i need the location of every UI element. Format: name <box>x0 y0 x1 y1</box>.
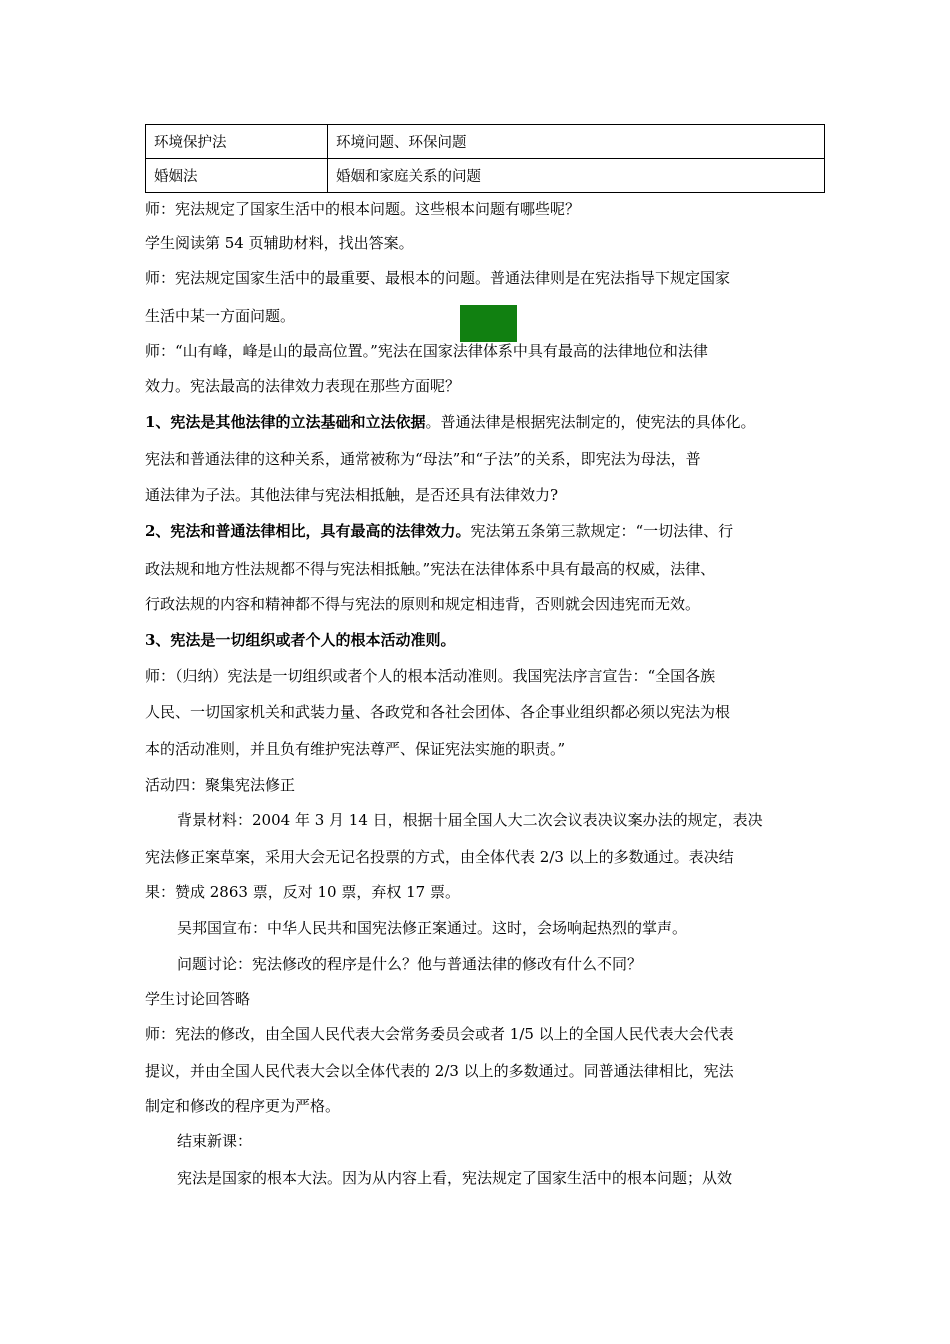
text-line <box>177 1168 732 1188</box>
text-line <box>145 559 715 579</box>
text-line <box>145 702 730 722</box>
law-scope-cell: 婚姻和家庭关系的问题 <box>328 159 825 193</box>
text-run: 学生讨论回答略 <box>145 990 251 1008</box>
text-line <box>145 1096 340 1116</box>
text-run: 生活中某一方面问题。 <box>145 307 296 325</box>
law-name-cell: 环境保护法 <box>146 125 328 159</box>
text-run: 问题讨论：宪法修改的程序是什么？他与普通法律的修改有什么不同？ <box>177 955 643 973</box>
text-run: 学生阅读第 54 页辅助材料，找出答案。 <box>145 234 414 252</box>
text-line <box>145 1024 734 1044</box>
text-line <box>145 847 734 867</box>
text-run: 师：宪法规定国家生活中的最重要、最根本的问题。普通法律则是在宪法指导下规定国家 <box>145 269 731 287</box>
text-line <box>145 376 460 396</box>
text-line <box>145 882 460 902</box>
text-line <box>177 1131 252 1151</box>
table-row <box>146 159 825 193</box>
text-line <box>145 666 715 686</box>
green-rectangle <box>460 305 517 342</box>
text-run: 宪法第五条第三款规定：“一切法律、行 <box>470 522 734 540</box>
text-run: 活动四：聚集宪法修正 <box>145 776 296 794</box>
text-line <box>145 739 565 759</box>
bold-heading: 2、宪法和普通法律相比，具有最高的法律效力。 <box>145 522 471 540</box>
text-run: 宪法和普通法律的这种关系，通常被称为“母法”和“子法”的关系，即宪法为母法，普 <box>145 450 701 468</box>
text-run: 提议，并由全国人民代表大会以全体代表的 2/3 以上的多数通过。同普通法律相比，宪法 <box>145 1062 734 1080</box>
text-line <box>145 306 295 326</box>
text-line <box>145 412 755 432</box>
text-run: 政法规和地方性法规都不得与宪法相抵触。”宪法在法律体系中具有最高的权威，法律、 <box>145 560 716 578</box>
text-line <box>145 1061 734 1081</box>
text-line <box>145 449 701 469</box>
law-scope-cell: 环境问题、环保问题 <box>328 125 825 159</box>
text-line <box>177 954 642 974</box>
text-run: 效力。宪法最高的法律效力表现在那些方面呢？ <box>145 377 461 395</box>
text-run: 通法律为子法。其他法律与宪法相抵触，是否还具有法律效力? <box>145 486 559 504</box>
text-run: 宪法是国家的根本大法。因为从内容上看，宪法规定了国家生活中的根本问题；从效 <box>177 1169 733 1187</box>
text-run: 吴邦国宣布：中华人民共和国宪法修正案通过。这时，会场响起热烈的掌声。 <box>177 919 688 937</box>
text-run: 。普通法律是根据宪法制定的，使宪法的具体化。 <box>425 413 756 431</box>
text-line <box>145 341 708 361</box>
text-run: 制定和修改的程序更为严格。 <box>145 1097 341 1115</box>
text-run: 背景材料：2004 年 3 月 14 日，根据十届全国人大二次会议表决议案办法的规定，表决 <box>177 811 763 829</box>
text-line <box>145 630 455 650</box>
text-line <box>177 918 687 938</box>
bold-heading: 1、宪法是其他法律的立法基础和立法依据 <box>145 413 426 431</box>
text-run: 师：宪法规定了国家生活中的根本问题。这些根本问题有哪些呢？ <box>145 200 581 218</box>
text-run: 行政法规的内容和精神都不得与宪法的原则和规定相违背，否则就会因违宪而无效。 <box>145 595 701 613</box>
text-line <box>145 485 558 505</box>
text-run: 果：赞成 2863 票，反对 10 票，弃权 17 票。 <box>145 883 460 901</box>
law-name-cell: 婚姻法 <box>146 159 328 193</box>
text-line <box>145 989 250 1009</box>
text-line <box>145 233 414 253</box>
text-run: 宪法修正案草案，采用大会无记名投票的方式，由全体代表 2/3 以上的多数通过。表决结 <box>145 848 734 866</box>
bold-heading: 3、宪法是一切组织或者个人的根本活动准则。 <box>145 631 456 649</box>
text-run: 师：宪法的修改，由全国人民代表大会常务委员会或者 1/5 以上的全国人民代表大会代表 <box>145 1025 734 1043</box>
text-line <box>145 594 700 614</box>
table-row <box>146 125 825 159</box>
text-line <box>145 268 730 288</box>
text-line <box>145 199 580 219</box>
text-line <box>145 521 733 541</box>
text-run: 师：“山有峰，峰是山的最高位置。”宪法在国家法律体系中具有最高的法律地位和法律 <box>145 342 708 360</box>
law-table <box>145 124 825 193</box>
text-line <box>145 775 295 795</box>
text-run: 本的活动准则，并且负有维护宪法尊严、保证宪法实施的职责。” <box>145 740 566 758</box>
text-line <box>177 810 763 830</box>
text-run: 结束新课： <box>177 1132 253 1150</box>
text-run: 师：（归纳）宪法是一切组织或者个人的根本活动准则。我国宪法序言宣告：“全国各族 <box>145 667 716 685</box>
text-run: 人民、一切国家机关和武装力量、各政党和各社会团体、各企事业组织都必须以宪法为根 <box>145 703 731 721</box>
